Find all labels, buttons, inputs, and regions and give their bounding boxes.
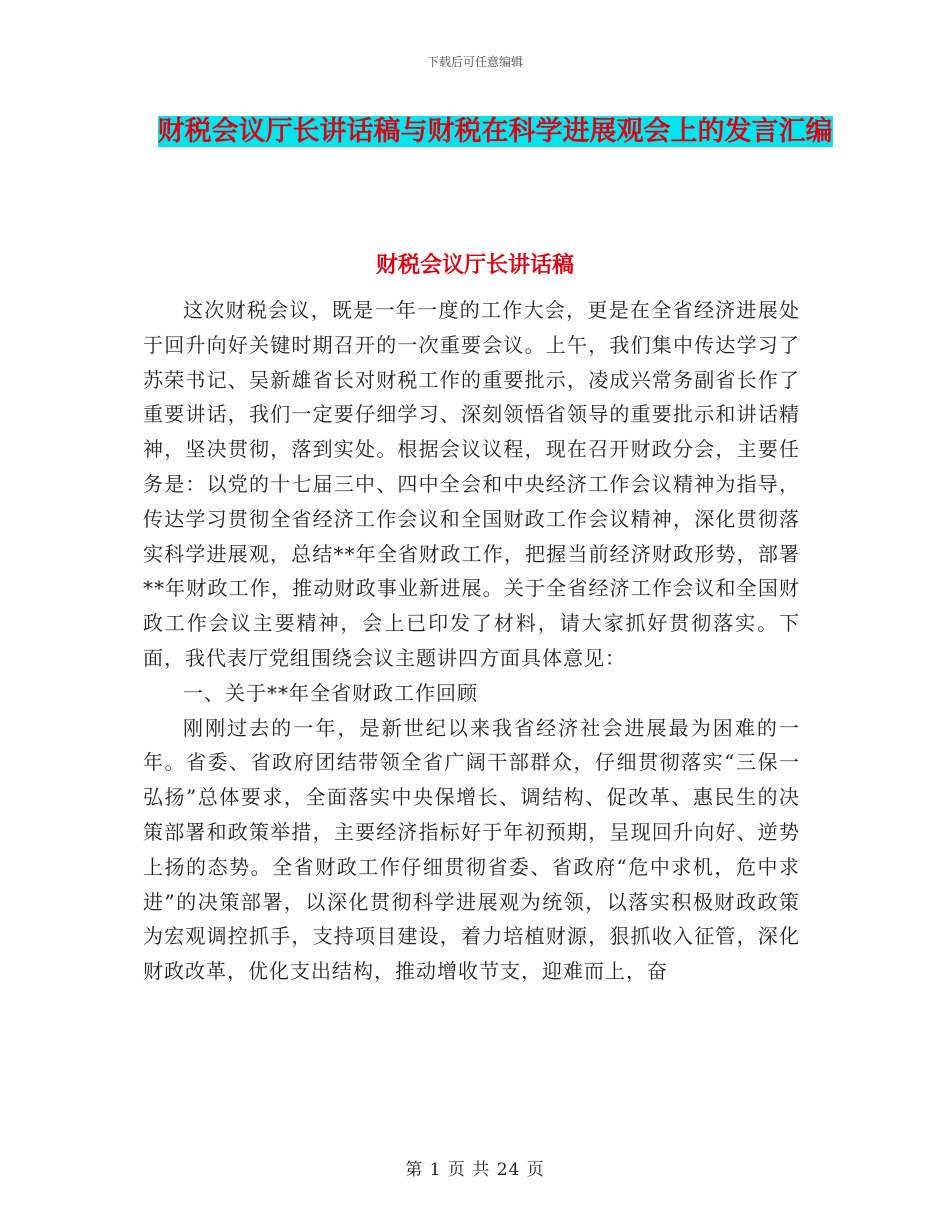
paragraph-intro: 这次财税会议，既是一年一度的工作大会，更是在全省经济进展处于回升向好关键时期召开的一次重要会议。上午，我们集中传达学习了苏荣书记、吴新雄省长对财税工作的重要批示，凌成兴常务副省长作了重要讲话，我们一定要仔细学习、深刻领悟省领导的重要批示和讲话精神，坚决贯彻，落到实处。根据会议议程，现在召开财政分会，主要任务是：以党的十七届三中、四中全会和中央经济工作会议精神为指导，传达学习贯彻全省经济工作会议和全国财政工作会议精神，深化贯彻落实科学进展观，总结**年全省财政工作，把握当前经济财政形势，部署**年财政工作，推动财政事业新进展。关于全省经济工作会议和全国财政工作会议主要精神，会上已印发了材料，请大家抓好贯彻落实。下面，我代表厅党组围绕会议主题讲四方面具体意见：	[143, 298, 800, 670]
header-note: 下载后可任意编辑	[426, 55, 523, 69]
paragraph-heading-one: 一、关于**年全省财政工作回顾	[183, 680, 478, 705]
paragraph-review: 刚刚过去的一年，是新世纪以来我省经济社会进展最为困难的一年。省委、省政府团结带领全省广阔干部群众，仔细贯彻落实“三保一弘扬”总体要求，全面落实中央保增长、调结构、促改革、惠民生的决策部署和政策举措，主要经济指标好于年初预期，呈现回升向好、逆势上扬的态势。全省财政工作仔细贯彻省委、省政府“危中求机，危中求进”的决策部署，以深化贯彻科学进展观为统领，以落实积极财政政策为宏观调控抓手，支持项目建设，着力培植财源，狠抓收入征管，深化财政改革，优化支出结构，推动增收节支，迎难而上，奋	[143, 715, 800, 984]
section-title: 财税会议厅长讲话稿	[375, 253, 574, 278]
document-title-text: 财税会议厅长讲话稿与财税在科学进展观会上的发言汇编	[157, 116, 833, 147]
page-footer: 第 1 页 共 24 页	[405, 1160, 545, 1180]
document-title	[150, 110, 840, 154]
body-text	[143, 293, 800, 989]
